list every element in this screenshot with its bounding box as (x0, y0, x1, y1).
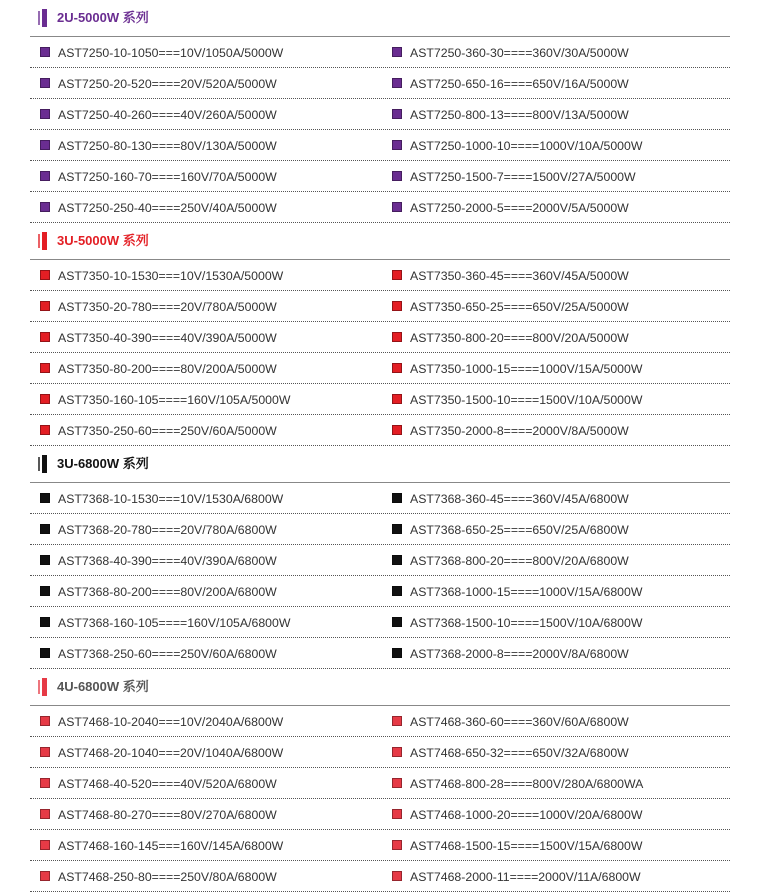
model-spec-text: AST7468-80-270====80V/270A/6800W (58, 807, 277, 822)
model-list (30, 483, 730, 669)
model-item (392, 99, 629, 129)
bullet-square-icon (40, 78, 50, 88)
model-item (40, 861, 277, 891)
model-item (40, 483, 283, 513)
model-row (30, 192, 730, 223)
bullet-square-icon (392, 270, 402, 280)
bullet-square-icon (40, 871, 50, 881)
bullet-square-icon (392, 301, 402, 311)
model-spec-text: AST7350-1000-15====1000V/15A/5000W (410, 361, 643, 376)
model-item (40, 353, 277, 383)
model-item (392, 576, 642, 606)
model-spec-text: AST7368-160-105====160V/105A/6800W (58, 615, 291, 630)
model-spec-text: AST7350-80-200====80V/200A/5000W (58, 361, 277, 376)
model-item (40, 514, 277, 544)
bullet-square-icon (40, 648, 50, 658)
model-row (30, 415, 730, 446)
model-spec-text: AST7368-360-45====360V/45A/6800W (410, 491, 629, 506)
model-row (30, 384, 730, 415)
model-spec-text: AST7468-20-1040===20V/1040A/6800W (58, 745, 284, 760)
model-row (30, 353, 730, 384)
model-item (392, 799, 642, 829)
model-spec-text: AST7468-2000-11====2000V/11A/6800W (410, 869, 641, 884)
model-item (40, 161, 277, 191)
bullet-square-icon (40, 363, 50, 373)
model-item (392, 68, 629, 98)
model-row (30, 260, 730, 291)
bullet-square-icon (40, 586, 50, 596)
model-spec-text: AST7368-1000-15====1000V/15A/6800W (410, 584, 643, 599)
bullet-square-icon (392, 140, 402, 150)
model-spec-text: AST7468-650-32====650V/32A/6800W (410, 745, 629, 760)
bullet-square-icon (392, 716, 402, 726)
bullet-square-icon (40, 493, 50, 503)
bullet-square-icon (40, 301, 50, 311)
model-spec-text: AST7350-1500-10====1500V/10A/5000W (410, 392, 643, 407)
model-spec-text: AST7350-10-1530===10V/1530A/5000W (58, 268, 284, 283)
model-spec-text: AST7250-250-40====250V/40A/5000W (58, 200, 277, 215)
model-item (40, 830, 283, 860)
series-marker-icon (42, 9, 47, 27)
model-spec-text: AST7350-800-20====800V/20A/5000W (410, 330, 629, 345)
bullet-square-icon (392, 202, 402, 212)
model-item (392, 192, 629, 222)
bullet-square-icon (40, 555, 50, 565)
model-item (392, 607, 642, 637)
bullet-square-icon (392, 809, 402, 819)
model-item (40, 384, 290, 414)
model-item (392, 830, 642, 860)
model-row (30, 576, 730, 607)
model-spec-text: AST7250-80-130====80V/130A/5000W (58, 138, 277, 153)
bullet-square-icon (392, 778, 402, 788)
model-item (392, 353, 642, 383)
model-spec-text: AST7250-10-1050===10V/1050A/5000W (58, 45, 284, 60)
model-row (30, 130, 730, 161)
bullet-square-icon (40, 716, 50, 726)
model-row (30, 638, 730, 669)
bullet-square-icon (392, 524, 402, 534)
model-spec-text: AST7368-20-780====20V/780A/6800W (58, 522, 277, 537)
series-title: 4U-6800W 系列 (57, 679, 149, 694)
series-section (0, 669, 760, 892)
model-spec-text: AST7350-40-390====40V/390A/5000W (58, 330, 277, 345)
model-item (392, 514, 629, 544)
model-row (30, 861, 730, 892)
model-spec-text: AST7350-650-25====650V/25A/5000W (410, 299, 629, 314)
model-item (392, 37, 629, 67)
bullet-square-icon (40, 332, 50, 342)
model-spec-text: AST7468-1000-20====1000V/20A/6800W (410, 807, 643, 822)
bullet-square-icon (392, 493, 402, 503)
bullet-square-icon (392, 555, 402, 565)
model-row (30, 545, 730, 576)
model-item (392, 545, 629, 575)
bullet-square-icon (392, 171, 402, 181)
model-row (30, 99, 730, 130)
model-item (40, 260, 283, 290)
bullet-square-icon (40, 47, 50, 57)
bullet-square-icon (392, 648, 402, 658)
model-row (30, 322, 730, 353)
model-spec-text: AST7350-250-60====250V/60A/5000W (58, 423, 277, 438)
model-item (392, 861, 641, 891)
model-spec-text: AST7250-360-30====360V/30A/5000W (410, 45, 629, 60)
series-marker-icon (42, 455, 47, 473)
bullet-square-icon (392, 47, 402, 57)
model-spec-text: AST7368-800-20====800V/20A/6800W (410, 553, 629, 568)
bullet-square-icon (392, 109, 402, 119)
model-spec-text: AST7350-160-105====160V/105A/5000W (58, 392, 291, 407)
model-spec-text: AST7368-1500-10====1500V/10A/6800W (410, 615, 643, 630)
bullet-square-icon (392, 586, 402, 596)
model-row (30, 607, 730, 638)
model-item (40, 415, 277, 445)
series-title: 2U-5000W 系列 (57, 10, 149, 25)
model-spec-text: AST7368-10-1530===10V/1530A/6800W (58, 491, 284, 506)
series-title: 3U-6800W 系列 (57, 456, 149, 471)
bullet-square-icon (392, 617, 402, 627)
model-spec-text: AST7468-800-28====800V/280A/6800WA (410, 776, 644, 791)
model-row (30, 768, 730, 799)
model-item (392, 322, 629, 352)
model-item (392, 768, 643, 798)
model-item (392, 483, 629, 513)
model-spec-text: AST7350-2000-8====2000V/8A/5000W (410, 423, 629, 438)
model-item (392, 415, 629, 445)
model-spec-text: AST7468-250-80====250V/80A/6800W (58, 869, 277, 884)
bullet-square-icon (40, 778, 50, 788)
model-row (30, 706, 730, 737)
series-header (30, 223, 730, 260)
bullet-square-icon (40, 171, 50, 181)
model-item (40, 130, 277, 160)
bullet-square-icon (40, 394, 50, 404)
series-section (0, 446, 760, 669)
series-title: 3U-5000W 系列 (57, 233, 149, 248)
model-row (30, 37, 730, 68)
bullet-square-icon (392, 425, 402, 435)
model-item (40, 545, 277, 575)
model-spec-text: AST7368-40-390====40V/390A/6800W (58, 553, 277, 568)
bullet-square-icon (40, 140, 50, 150)
bullet-square-icon (40, 270, 50, 280)
model-item (392, 130, 642, 160)
model-item (392, 291, 629, 321)
model-spec-text: AST7250-1000-10====1000V/10A/5000W (410, 138, 643, 153)
model-row (30, 799, 730, 830)
model-spec-text: AST7350-20-780====20V/780A/5000W (58, 299, 277, 314)
bullet-square-icon (392, 871, 402, 881)
model-item (392, 638, 629, 668)
bullet-square-icon (392, 747, 402, 757)
model-item (40, 192, 277, 222)
model-spec-text: AST7250-800-13====800V/13A/5000W (410, 107, 629, 122)
model-row (30, 68, 730, 99)
bullet-square-icon (40, 202, 50, 212)
model-spec-text: AST7250-40-260====40V/260A/5000W (58, 107, 277, 122)
model-item (392, 737, 629, 767)
model-spec-text: AST7250-1500-7====1500V/27A/5000W (410, 169, 636, 184)
model-spec-text: AST7368-80-200====80V/200A/6800W (58, 584, 277, 599)
model-spec-text: AST7250-2000-5====2000V/5A/5000W (410, 200, 629, 215)
series-section (0, 0, 760, 223)
bullet-square-icon (40, 524, 50, 534)
model-spec-text: AST7368-250-60====250V/60A/6800W (58, 646, 277, 661)
model-item (392, 260, 629, 290)
model-item (40, 37, 283, 67)
bullet-square-icon (392, 840, 402, 850)
model-row (30, 291, 730, 322)
series-header (30, 446, 730, 483)
series-marker-icon (42, 232, 47, 250)
model-item (40, 638, 277, 668)
model-list (30, 706, 730, 892)
bullet-square-icon (392, 78, 402, 88)
model-item (40, 322, 277, 352)
model-list (30, 37, 730, 223)
bullet-square-icon (392, 394, 402, 404)
model-spec-text: AST7468-1500-15====1500V/15A/6800W (410, 838, 643, 853)
model-item (40, 607, 290, 637)
bullet-square-icon (40, 109, 50, 119)
model-row (30, 830, 730, 861)
bullet-square-icon (40, 840, 50, 850)
model-item (40, 706, 283, 736)
model-spec-text: AST7468-160-145===160V/145A/6800W (58, 838, 284, 853)
model-list (30, 260, 730, 446)
bullet-square-icon (392, 363, 402, 373)
model-spec-text: AST7250-650-16====650V/16A/5000W (410, 76, 629, 91)
bullet-square-icon (392, 332, 402, 342)
model-spec-text: AST7368-650-25====650V/25A/6800W (410, 522, 629, 537)
model-spec-text: AST7468-10-2040===10V/2040A/6800W (58, 714, 284, 729)
model-item (40, 68, 277, 98)
model-item (40, 799, 277, 829)
series-marker-icon (42, 678, 47, 696)
model-spec-text: AST7350-360-45====360V/45A/5000W (410, 268, 629, 283)
bullet-square-icon (40, 425, 50, 435)
model-spec-text: AST7368-2000-8====2000V/8A/6800W (410, 646, 629, 661)
series-header (30, 669, 730, 706)
model-item (40, 768, 277, 798)
bullet-square-icon (40, 809, 50, 819)
series-header (30, 0, 730, 37)
model-item (392, 384, 642, 414)
model-row (30, 514, 730, 545)
model-spec-text: AST7250-20-520====20V/520A/5000W (58, 76, 277, 91)
series-section (0, 223, 760, 446)
bullet-square-icon (40, 747, 50, 757)
model-row (30, 161, 730, 192)
model-spec-text: AST7468-360-60====360V/60A/6800W (410, 714, 629, 729)
model-item (40, 737, 283, 767)
model-item (392, 161, 636, 191)
model-spec-text: AST7468-40-520====40V/520A/6800W (58, 776, 277, 791)
model-item (392, 706, 629, 736)
model-spec-text: AST7250-160-70====160V/70A/5000W (58, 169, 277, 184)
bullet-square-icon (40, 617, 50, 627)
model-item (40, 576, 277, 606)
model-row (30, 737, 730, 768)
model-row (30, 483, 730, 514)
model-item (40, 291, 277, 321)
model-item (40, 99, 277, 129)
